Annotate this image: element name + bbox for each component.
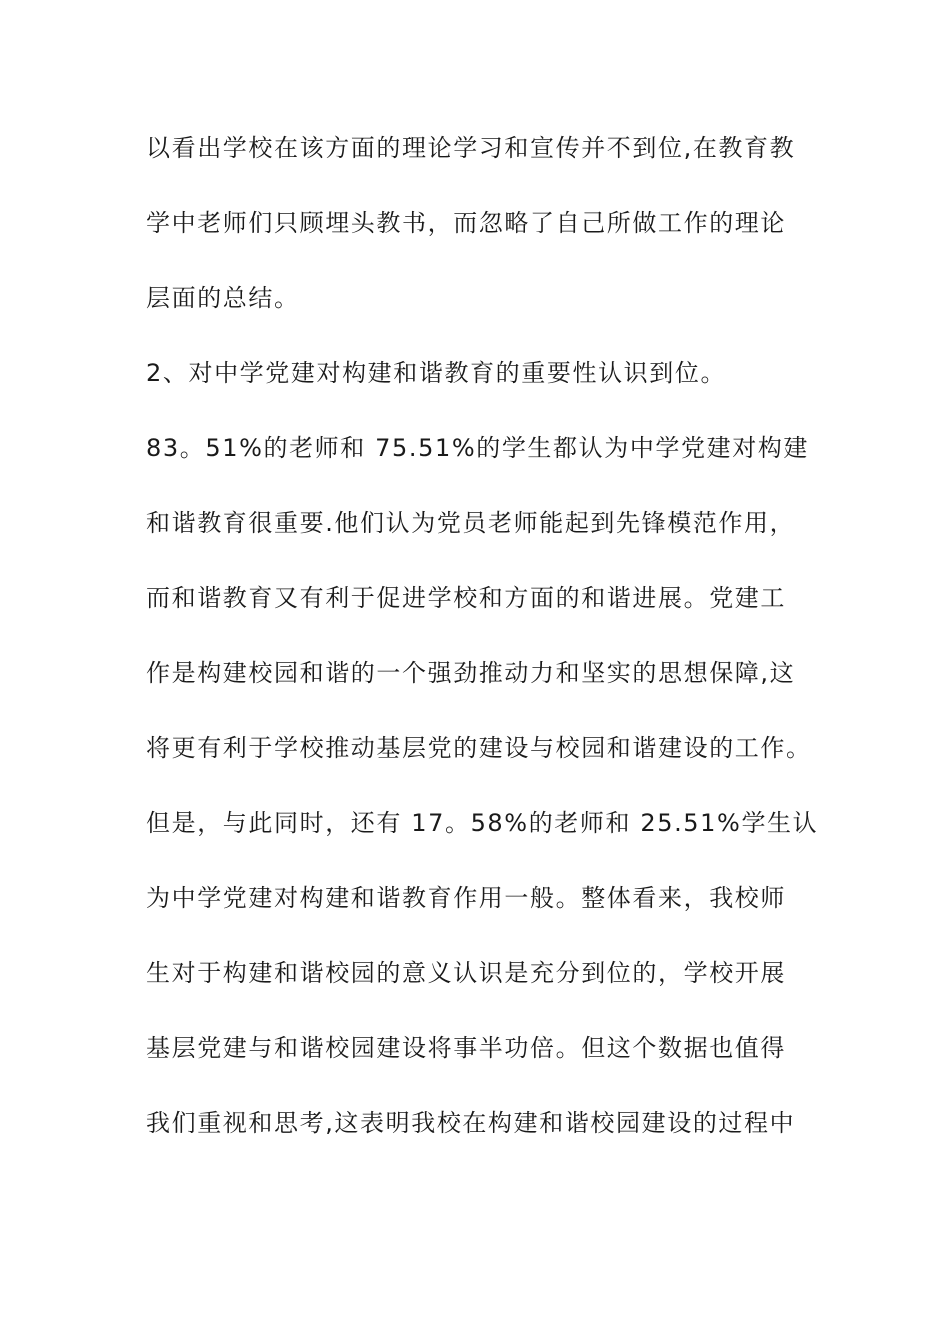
- text-line: 83。51%的老师和 75.51%的学生都认为中学党建对构建: [146, 434, 810, 462]
- text-line: 以看出学校在该方面的理论学习和宣传并不到位,在教育教: [146, 134, 796, 162]
- document-body: [146, 128, 826, 1178]
- text-line: 学中老师们只顾埋头教书，而忽略了自己所做工作的理论: [146, 209, 786, 237]
- text-line: 作是构建校园和谐的一个强劲推动力和坚实的思想保障,这: [146, 659, 796, 687]
- text-line: 将更有利于学校推动基层党的建设与校园和谐建设的工作。: [146, 734, 812, 762]
- text-line: 但是，与此同时，还有 17。58%的老师和 25.51%学生认: [146, 809, 819, 837]
- text-line: 生对于构建和谐校园的意义认识是充分到位的，学校开展: [146, 959, 786, 987]
- text-line: 基层党建与和谐校园建设将事半功倍。但这个数据也值得: [146, 1034, 786, 1062]
- section-heading: 2、对中学党建对构建和谐教育的重要性认识到位。: [146, 359, 727, 387]
- text-line: 而和谐教育又有利于促进学校和方面的和谐进展。党建工: [146, 584, 786, 612]
- text-line: 我们重视和思考,这表明我校在构建和谐校园建设的过程中: [146, 1109, 796, 1137]
- text-line: 为中学党建对构建和谐教育作用一般。整体看来，我校师: [146, 884, 786, 912]
- text-line: 和谐教育很重要.他们认为党员老师能起到先锋模范作用，: [146, 509, 796, 537]
- text-line: 层面的总结。: [146, 284, 300, 312]
